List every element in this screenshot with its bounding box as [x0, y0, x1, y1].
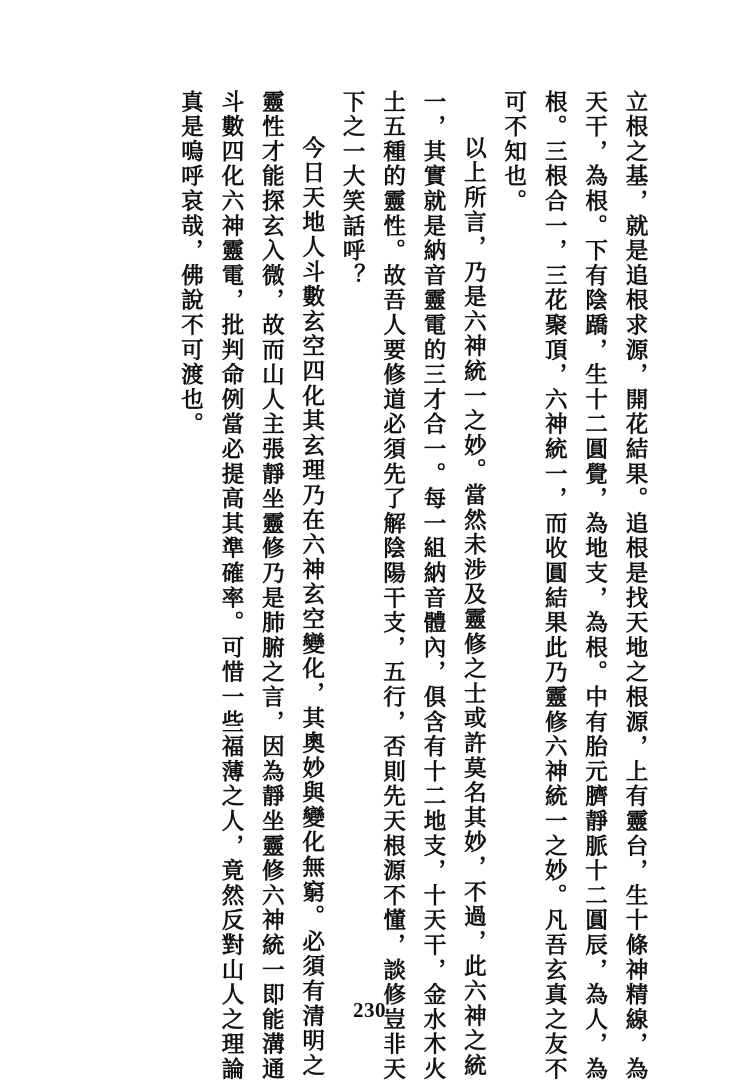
text-column: 靈性才能探玄入微，故而山人主張靜坐靈修乃是肺腑之言，因為靜坐靈修六神統一即能溝通: [258, 90, 285, 1082]
text-column: 真是嗚呼哀哉，佛說不可渡也。: [177, 90, 204, 438]
text-column: 今日天地人斗數玄空四化其玄理乃在六神玄空變化，其奧妙與變化無窮。必須有清明之: [298, 136, 325, 1079]
text-column: 可不知也。: [500, 90, 527, 214]
text-column: 斗數四化六神靈電，批判命例當必提高其準確率。可惜一些福薄之人，竟然反對山人之理論: [217, 90, 244, 1082]
text-column: 天干，為根。下有陰蹻，生十二圓覺，為地支，為根。中有胎元臍靜脈十二圓辰，為人，為: [581, 90, 608, 1082]
page-number: 230: [353, 998, 386, 1022]
text-column: 下之一大笑話呼？: [339, 90, 366, 289]
text-column: 立根之基，就是追根求源，開花結果。追根是找天地之根源，上有靈台，生十條神精線，為: [622, 90, 648, 1082]
text-column: 根。三根合一，三花聚頂，六神統一，而收圓結果此乃靈修六神統一之妙。凡吾玄真之友不: [541, 90, 568, 1082]
text-column: 土五種的靈性。故吾人要修道必須先了解陰陽干支，五行，否則先天根源不懂，談修豈非天: [379, 90, 406, 1082]
text-column: 一，其實就是納音靈電的三才合一。每一組納音體內，俱含有十二地支，十天干，金水木火: [419, 90, 446, 1082]
text-column: 以上所言，乃是六神統一之妙。當然未涉及靈修之士或許莫名其妙，不過，此六神之統: [460, 136, 487, 1079]
